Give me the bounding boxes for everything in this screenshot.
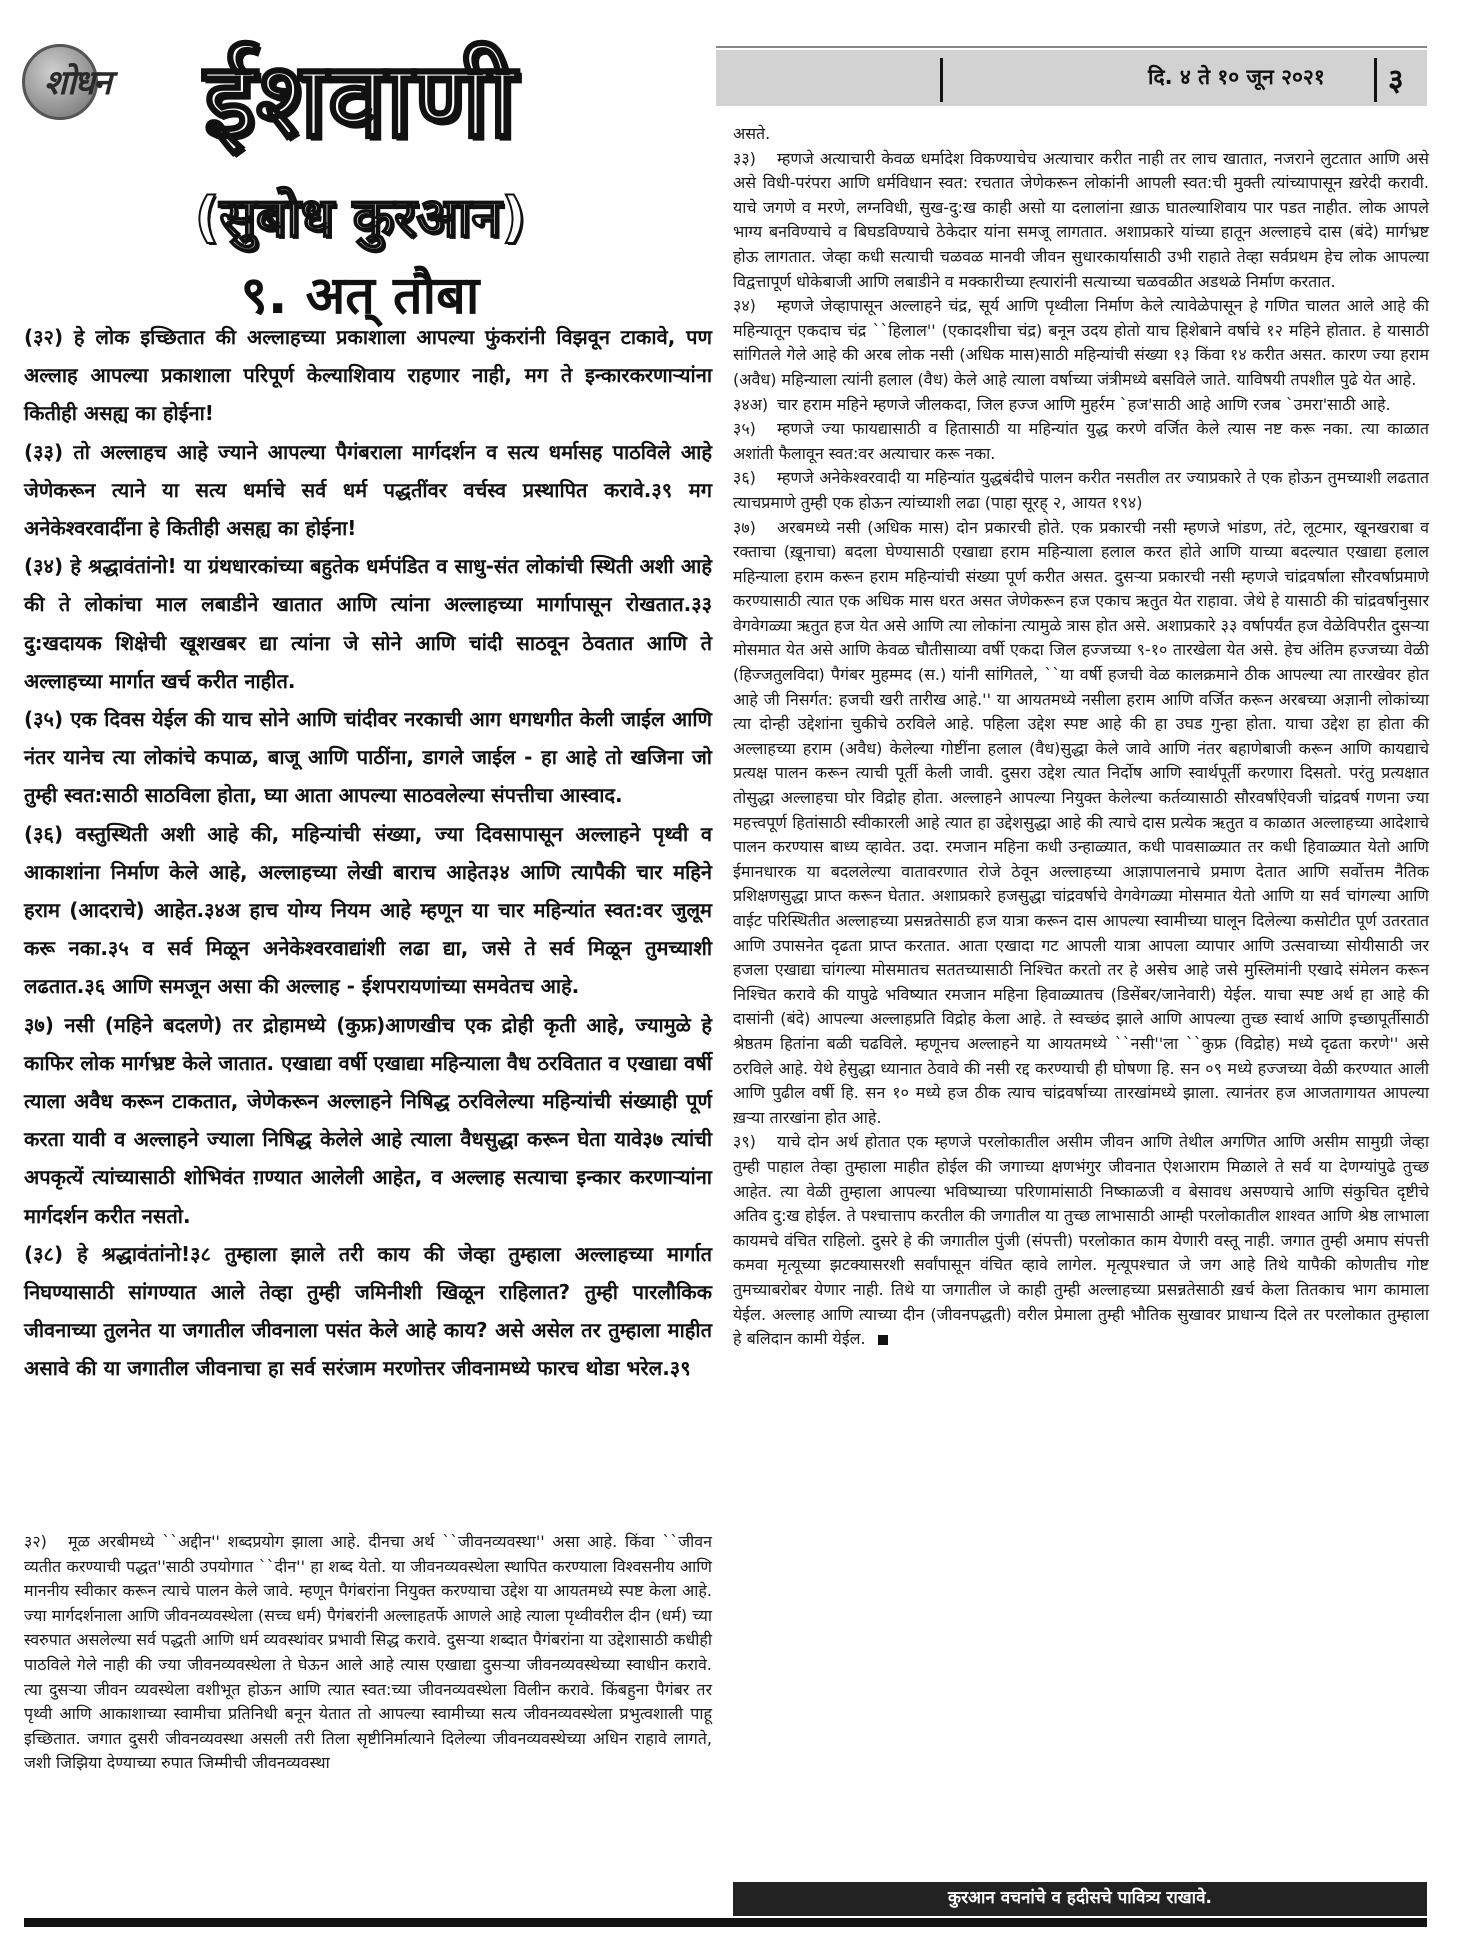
chapter-heading: ९. अत् तौबा bbox=[240, 266, 480, 326]
footnotes-right bbox=[733, 122, 1429, 1352]
verse-paragraph: (३८) हे श्रद्धावंतांनो!३८ तुम्हाला झाले तरी काय की जेव्हा तुम्हाला अल्लाहच्या मार्गात निघण्यासाठी सांगण्यात आले तेव्हा तुम्ही जमिनीशी खिळून राहिलात? तुम्ही पारलौकिक जीवनाच्या तुलनेत या जगातील जीवनाला पसंत केले आहे काय? असे असेल तर तुम्हाला माहीत असावे की या जगातील जीवनाचा हा सर्व सरंजाम मरणोत्तर जीवनामध्ये फारच थोडा भरेल.३९ bbox=[24, 1241, 712, 1381]
footnote-text: याचे दोन अर्थ होतात एक म्हणजे परलोकातील असीम जीवन आणि तेथील अगणित आणि असीम सामुग्री जेव्हा तुम्ही पाहाल तेव्हा तुम्हाला माहीत होईल की जगाच्या क्षणभंगुर जीवनात ऐशआराम मिळाले ते सर्व या देणग्यांपुढे तुच्छ आहेत. त्या वेळी तुम्हाला आपल्या भविष्याच्या परिणामांसाठी निष्काळजी व बेसावध असण्याचे आणि संकुचित दृष्टीचे अतिव दु:ख होईल. ते पश्चात्ताप करतील की जगातील या तुच्छ लाभासाठी आम्ही परलोकातील शाश्वत आणि श्रेष्ठ लाभाला कायमचे वंचित राहिलो. दुसरे हे की जगातील पुंजी (संपत्ती) परलोकात काम येणारी वस्तू नाही. जगात तुम्ही अमाप संपत्ती कमवा मृत्यूच्या झटक्यासरशी सर्वांपासून वंचित व्हावे लागेल. मृत्यूपश्चात जे जग आहे तिथे यापैकी कोणतीच गोष्ट तुमच्याबरोबर येणार नाही. तिथे या जगातील जे काही तुम्ही अल्लाहच्या प्रसन्नतेसाठी ख़र्च केला तितकाच भाग कामाला येईल. अल्लाह आणि त्याच्या दीन (जीवनपद्धती) वरील प्रेमाला तुम्ही भौतिक सुखावर प्राधान्य दिले तर परलोकात तुम्हाला हे बलिदान कामी येईल. bbox=[733, 1132, 1429, 1349]
header-divider bbox=[1374, 58, 1377, 102]
footnote bbox=[733, 466, 1429, 515]
footnote-text: म्हणजे जेव्हापासून अल्लाहने चंद्र, सूर्य आणि पृथ्वीला निर्माण केले त्यावेळेपासून हे गणित चालत आले आहे की महिन्यातून एकदाच चंद्र ``हिलाल'' (एकादशीचा चंद्र) बनून उदय होतो याच हिशेबाने वर्षाचे १२ महिने होतात. हे यासाठी सांगितले गेले आहे की अरब लोक नसी (अधिक मास)साठी महिन्यांची संख्या १३ किंवा १४ करीत असत. कारण ज्या हराम (अवैध) महिन्याला त्यांनी हलाल (वैध) केले आहे त्याला वर्षाच्या जंत्रीमध्ये बसविले जाते. याविषयी तपशील पुढे येत आहे. bbox=[733, 296, 1429, 389]
footnotes-left bbox=[24, 1530, 712, 1776]
footnote-text: मूळ अरबीमध्ये ``अद्दीन'' शब्दप्रयोग झाला आहे. दीनचा अर्थ ``जीवनव्यवस्था'' असा आहे. किंवा ``जीवन व्यतीत करण्याची पद्धत''साठी उपयोगात ``दीन'' हा शब्द येतो. या जीवनव्यवस्थेला स्थापित करण्याला विश्वसनीय आणि माननीय स्वीकार करून त्याचे पालन केले जावे. म्हणून पैगंबरांना नियुक्त करण्याचा उद्देश या आयतमध्ये स्पष्ट केला आहे. ज्या मार्गदर्शनाला आणि जीवनव्यवस्थेला (सच्च धर्म) पैगंबरांनी अल्लाहतर्फे आणले आहे त्याला पृथ्वीवरील दीन (धर्म) च्या स्वरुपात असलेल्या सर्व पद्धती आणि धर्म व्यवस्थांवर प्रभावी सिद्ध करावे. दुसऱ्या शब्दात पैगंबरांना या उद्देशासाठी कधीही पाठविले गेले नाही की ज्या जीवनव्यवस्थेला ते घेऊन आले आहे त्यास एखाद्या दुसऱ्या जीवनव्यवस्थेच्या स्वाधीन करावे. त्या दुसऱ्या जीवन व्यवस्थेला वशीभूत होऊन आणि त्यात स्वत:च्या जीवनव्यवस्थेला विलीन करावे. किंबहुना पैगंबर तर पृथ्वी आणि आकाशाच्या स्वामीचा प्रतिनिधी बनून येतात तो आपल्या स्वामीच्या सत्य जीवनव्यवस्थेला प्रभुत्वशाली पाहू इच्छितात. जगात दुसरी जीवनव्यवस्था असली तरी तिला सृष्टीनिर्मात्याने दिलेल्या जीवनव्यवस्थेच्या अधिन राहावे लागते, जशी जिझिया देण्याच्या रुपात जिम्मीची जीवनव्यवस्था bbox=[24, 1532, 712, 1773]
footer-slogan: कुरआन वचनांचे व हदीसचे पावित्र्य राखावे. bbox=[948, 1888, 1212, 1908]
footnote bbox=[733, 1130, 1429, 1351]
footnote-text: म्हणजे अनेकेश्वरवादी या महिन्यांत युद्धबंदीचे पालन करीत नसतील तर ज्याप्रकारे ते एक होऊन तुमच्याशी लढतात त्याचप्रमाणे तुम्ही एक होऊन त्यांच्याशी लढा (पाहा सूरह् २, आयत १९४) bbox=[733, 468, 1429, 512]
verse-paragraph: (३५) एक दिवस येईल की याच सोने आणि चांदीवर नरकाची आग धगधगीत केली जाईल आणि नंतर यानेच त्या लोकांचे कपाळ, बाजू आणि पाठींना, डागले जाईल - हा आहे तो खजिना जो तुम्ही स्वत:साठी साठविला होता, घ्या आता आपल्या साठवलेल्या संपत्तीचा आस्वाद. bbox=[24, 707, 712, 808]
footnote-text: म्हणजे ज्या फायद्यासाठी व हितासाठी या महिन्यांत युद्ध करणे वर्जित केले त्यास नष्ट करू नका. त्या काळात अशांती फैलावून स्वत:वर अत्याचार करू नका. bbox=[733, 419, 1429, 463]
footnote bbox=[733, 417, 1429, 466]
page-title: ईशवाणी bbox=[204, 39, 517, 161]
footnote-number: ३७) bbox=[733, 517, 756, 537]
logo-text: शोधन bbox=[44, 63, 110, 103]
verse-paragraph: ३७) नसी (महिने बदलणे) तर द्रोहामध्ये (कुफ्र)आणखीच एक द्रोही कृती आहे, ज्यामुळे हे काफिर लोक मार्गभ्रष्ट केले जातात. एखाद्या वर्षी एखाद्या महिन्याला वैध ठरवितात व एखाद्या वर्षी त्याला अवैध करून टाकतात, जेणेकरून अल्लाहने निषिद्ध ठरविलेल्या महिन्यांची संख्याही पूर्ण करता यावी व अल्लाहने ज्याला निषिद्ध केलेले आहे त्याला वैधसुद्धा करून घेता यावे३७ त्यांची अपकृत्यें त्यांच्यासाठी शोभिवंत ग़ण्यात आलेली आहेत, व अल्लाह सत्याचा इन्कार करणाऱ्यांना मार्गदर्शन करीत नसतो. bbox=[24, 1012, 712, 1228]
footnote bbox=[733, 122, 1429, 147]
footnote bbox=[733, 393, 1429, 418]
bottom-rule bbox=[24, 1918, 1427, 1927]
footnote bbox=[733, 516, 1429, 1131]
footnote-text: म्हणजे अत्याचारी केवळ धर्मादेश विकण्याचेच अत्याचार करीत नाही तर लाच खातात, नजराने लुटतात आणि असे असे विधी-परंपरा आणि धर्मविधान स्वत: रचतात जेणेकरून लोकांनी आपली स्वत:ची मुक्ती त्यांच्यापासून ख़रेदी करावी. याचे जगणे व मरणे, लग्नविधी, सुख-दु:ख काही असो या दलालांना ख़ाऊ घातल्याशिवाय पार पडत नाहीत. लोक आपले भाग्य बनविण्याचे व बिघडविण्याचे ठेकेदार यांना समजू लागतात. अशाप्रकारे यांच्या हातून अल्लाहचे दास (बंदे) मार्गभ्रष्ट होऊ लागतात. जेव्हा कधी सत्याची चळवळ मानवी जीवन सुधारकार्यासाठी उभी राहाते तेव्हा सर्वप्रथम हेच लोक आपल्या विद्वत्तापूर्ण धोकेबाजी आणि लबाडीने व मक्कारीच्या ह्त्यारांनी सत्याच्या चळवळीत अडथळे निर्माण करतात. bbox=[733, 148, 1429, 291]
verse-paragraph: (३४) हे श्रद्धावंतांनो! या ग्रंथधारकांच्या बहुतेक धर्मपंडित व साधु-संत लोकांची स्थिती अशी आहे की ते लोकांचा माल लबाडीने खातात आणि त्यांना अल्लाहच्या मार्गापासून रोखतात.३३ दु:खदायक शिक्षेची खूशखबर द्या त्यांना जे सोने आणि चांदी साठवून ठेवतात आणि ते अल्लाहच्या मार्गात खर्च करीत नाहीत. bbox=[24, 554, 712, 693]
footnote bbox=[733, 294, 1429, 392]
footnote-number: ३४अ) bbox=[733, 394, 769, 414]
end-of-article-icon bbox=[878, 1335, 888, 1345]
page-subtitle: (सुबोध कुरआन) bbox=[194, 186, 527, 249]
verse-paragraph: (३६) वस्तुस्थिती अशी आहे की, महिन्यांची संख्या, ज्या दिवसापासून अल्लाहने पृथ्वी व आकाशांना निर्माण केले आहे, अल्लाहच्या लेखी बाराच आहेत३४ आणि त्यापैकी चार महिने हराम (आदराचे) आहेत.३४अ हाच योग्य नियम आहे म्हणून या चार महिन्यांत स्वत:वर जुलूम करू नका.३५ व सर्व मिळून अनेकेश्वरवाद्यांशी लढा द्या, जसे ते सर्व मिळून तुमच्याशी लढतात.३६ आणि समजून असा की अल्लाह - ईशपरायणांच्या समवेतच आहे. bbox=[24, 821, 712, 999]
header-top-rule bbox=[716, 46, 1427, 48]
verse-column bbox=[24, 318, 712, 1388]
footnote bbox=[24, 1530, 712, 1776]
header-divider bbox=[940, 58, 943, 102]
footnote-number: ३९) bbox=[733, 1132, 756, 1152]
issue-date: दि. ४ ते १० जून २०२१ bbox=[1148, 65, 1325, 89]
footnote-number: ३५) bbox=[733, 419, 756, 439]
footnote-text: चार हराम महिने म्हणजे जीलकदा, जिल हज्ज आणि मुहर्रम `हज'साठी आहे आणि रजब `उमरा'साठी आहे. bbox=[777, 394, 1391, 414]
page-number: ३ bbox=[1388, 63, 1404, 98]
footnote-number: ३३) bbox=[733, 148, 756, 168]
footnote-number: ३४) bbox=[733, 296, 756, 316]
footnote-number: ३६) bbox=[733, 468, 756, 488]
footnote bbox=[733, 147, 1429, 295]
footnote-text: असते. bbox=[733, 124, 771, 143]
verse-paragraph: (३२) हे लोक इच्छितात की अल्लाहच्या प्रकाशाला आपल्या फुंकरांनी विझवून टाकावे, पण अल्लाह आपल्या प्रकाशाला परिपूर्ण केल्याशिवाय राहणार नाही, मग ते इन्कारकरणाऱ्यांना कितीही असह्य का होईना! bbox=[24, 325, 712, 426]
footnote-text: अरबमध्ये नसी (अधिक मास) दोन प्रकारची होते. एक प्रकारची नसी म्हणजे भांडण, तंटे, लूटमार, खूनखराबा व रक्ताचा (ख़ूनाचा) बदला घेण्यासाठी एखाद्या हराम महिन्याला हलाल करत होते आणि याच्या बदल्यात एखाद्या हलाल महिन्याला हराम करून हराम महिन्यांची संख्या पूर्ण करीत असत. दुसऱ्या प्रकारची नसी म्हणजे चांद्रवर्षाला सौरवर्षाप्रमाणे करण्यासाठी त्यात एक अधिक मास धरत असत जेणेकरून हज एकाच ऋतुत येत राहावा. जेथे हे यासाठी की चांद्रवर्षानुसार वेगवेगळ्या ऋतुत हज येत असे आणि त्या लोकांना त्यामुळे त्रास होत असे. अशाप्रकारे ३३ वर्षापर्यंत हज वेळेविपरीत दुसऱ्या मोसमात येत असे आणि केवळ चौतीसाव्या वर्षी एकदा जिल हज्जच्या ९-१० तारखेला येत असे. हेच अंतिम हज्जच्या वेळी (हिज्जतुलविदा) पैगंबर मुहम्मद (स.) यांनी सांगितले, ``या वर्षी हजची वेळ कालक्रमाने ठीक आपल्या त्या तारखेवर होत आहे जी निसर्गत: हजची खरी तारीख आहे.'' या आयतमध्ये नसीला हराम आणि वर्जित करून अरबच्या अज्ञानी लोकांच्या त्या दोन्ही उद्देशांना चुकीचे ठरविले आहे. पहिला उद्देश स्पष्ट आहे की हा उघड गुन्हा होता. याचा उद्देश हा होता की अल्लाहच्या हराम (अवैध) केलेल्या गोष्टींना हलाल (वैध)सुद्धा केले जावे आणि नंतर बहाणेबाजी करून आणि कायद्याचे प्रत्यक्ष पालन करून त्याची पूर्ती केली जावी. दुसरा उद्देश त्यात निर्दोष आणि स्वार्थपूर्ती करणारा दिसतो. परंतु प्रत्यक्षात तोसुद्धा अल्लाहचा घोर विद्रोह होता. अल्लाहने आपल्या नियुक्त केलेल्या कर्तव्यासाठी सौरवर्षांऐवजी चांद्रवर्ष गणना ज्या महत्त्वपूर्ण हितांसाठी स्वीकारली आहे त्यात हा उद्देशसुद्धा आहे की त्याचे दास प्रत्येक ऋतुत व काळात अल्लाहच्या आदेशाचे पालन करण्यास बाध्य व्हावेत. उदा. रमजान महिना कधी उन्हाळ्यात, कधी पावसाळ्यात तर कधी हिवाळ्यात येतो आणि ईमानधारक या बदललेल्या वातावरणात रोजे ठेवून अल्लाहच्या आज्ञापालनाचे प्रमाण देतात आणि सर्वोत्तम नैतिक प्रशिक्षणसुद्धा प्राप्त करून घेतात. अशाप्रकारे हजसुद्धा चांद्रवर्षाचे वेगवेगळ्या मोसमात येतो आणि या सर्व चांगल्या आणि वाईट परिस्थितीत अल्लाहच्या प्रसन्नतेसाठी हज यात्रा करून दास आपल्या स्वामीच्या घालून दिलेल्या कसोटीत पूर्ण उतरतात आणि उपासनेत दृढता प्राप्त करतात. आता एखादा गट आपली यात्रा आपला व्यापार आणि उत्सवाच्या सोयीसाठी जर हजला एखाद्या चांगल्या मोसमातच सततच्यासाठी निश्चित करतो तर हे असेच आहे जसे मुस्लिमांनी एखादे संमेलन करून निश्चित करावे की यापुढे भविष्यात रमजान महिना हिवाळ्यातच (डिसेंबर/जानेवारी) येईल. याचा स्पष्ट अर्थ हा आहे की दासांनी (बंदे) आपल्या अल्लाहप्रति विद्रोह केला आहे. ते स्वच्छंद झाले आणि आपल्या तुच्छ स्वार्थ आणि इच्छापूर्तीसाठी श्रेष्ठतम हितांना बळी चढविले. म्हणूनच अल्लाहने या आयतमध्ये ``नसी''ला ``कुफ्र (विद्रोह) मध्ये दृढता करणे'' असे ठरविले आहे. येथे हेसुद्धा ध्यानात ठेवावे की नसी रद्द करण्याची ही घोषणा हि. सन ०९ मध्ये हज्जच्या वेळी करण्यात आली आणि पुढील वर्षी हि. सन १० मध्ये हज ठीक त्याच चांद्रवर्षाच्या तारखांमध्ये झाला. त्यानंतर हज आजतागायत आपल्या ख़र्‍या तारखांना होत आहे. bbox=[733, 517, 1429, 1127]
footnote-number: ३२) bbox=[24, 1532, 47, 1551]
publication-logo bbox=[22, 40, 134, 114]
verse-paragraph: (३३) तो अल्लाहच आहे ज्याने आपल्या पैगंबराला मार्गदर्शन व सत्य धर्मासह पाठविले आहे जेणेकरून त्याने या सत्य धर्माचे सर्व धर्म पद्धतींवर वर्चस्व प्रस्थापित करावे.३९ मग अनेकेश्वरवादींना हे कितीही असह्य का होईना! bbox=[24, 439, 712, 541]
